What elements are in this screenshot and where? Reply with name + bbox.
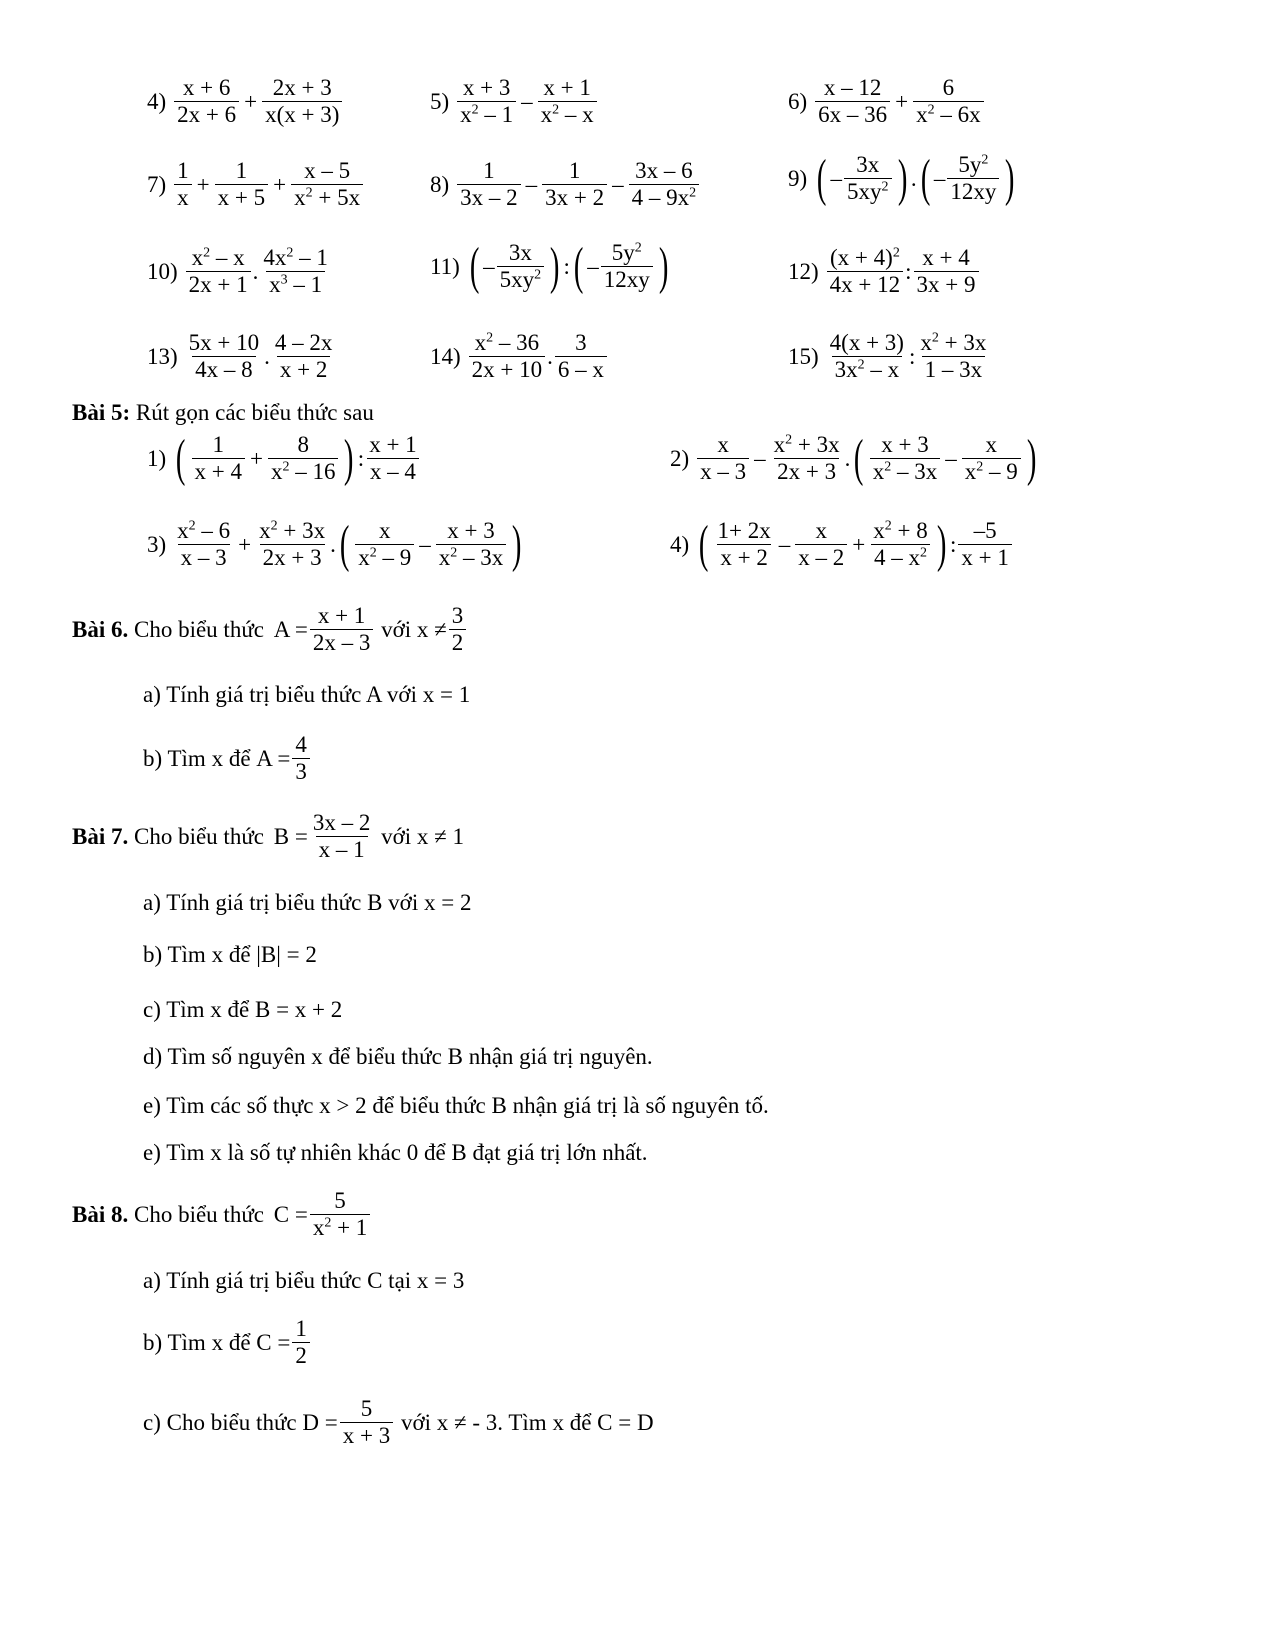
fraction: $\frac{x + 1}{2x - 3}$ bbox=[310, 603, 374, 657]
exercise-8-c: c) Cho biểu thức D = $\frac{5}{x + 3}$ với x ≠ - 3. Tìm x để C = D bbox=[143, 1396, 654, 1449]
fraction: $\frac{1}{2}$ bbox=[292, 1316, 310, 1370]
fraction: $\frac{1}{3x + 2}$ bbox=[542, 158, 607, 212]
fraction: $\frac{4x^2 - 1}{x^3 - 1}$ bbox=[263, 245, 328, 298]
fraction: $\frac{4(x + 3)}{3x^2 - x}$ bbox=[829, 330, 904, 383]
fraction: $\frac{1+ 2x}{x + 2}$ bbox=[717, 518, 771, 571]
exercise-5-2: 2) $\frac{x}{x - 3}$ – $\frac{x^2 + 3x}{2x + 3}$ . ( $\frac{x + 3}{x^2 - 3x}$ – $\frac{x}{x^2 - 9}$ ) bbox=[670, 429, 1037, 487]
fraction: $\frac{x^2 + 3x}{1 - 3x}$ bbox=[920, 330, 987, 383]
fraction: $\frac{x^2 - 36}{2x + 10}$ bbox=[469, 330, 545, 384]
fraction: $\frac{x + 3}{x^2 - 3x}$ bbox=[436, 518, 507, 572]
fraction: $\frac{6}{x^2 - 6x}$ bbox=[913, 75, 984, 129]
fraction: $\frac{1}{3x - 2}$ bbox=[457, 158, 521, 212]
fraction: $\frac{x}{x - 3}$ bbox=[697, 432, 749, 486]
fraction: $\frac{x + 1}{x^2 - x}$ bbox=[538, 75, 597, 129]
exercise-6-b: b) Tìm x để A = $\frac{4}{3}$ bbox=[143, 732, 312, 786]
exercise-4-10: 10) $\frac{x^2 - x}{2x + 1}$ . $\frac{4x^2 - 1}{x^3 - 1}$ bbox=[147, 245, 333, 299]
fraction: $\frac{x - 5}{x^2 + 5x}$ bbox=[291, 158, 363, 212]
exercise-4-8: 8) $\frac{1}{3x - 2}$ – $\frac{1}{3x + 2}$ – $\frac{3x - 6}{4 - 9x^2}$ bbox=[430, 158, 701, 212]
exercise-4-14: 14) $\frac{x^2 - 36}{2x + 10}$ . $\frac{3}{6 - x}$ bbox=[430, 330, 609, 384]
exercise-6-a: a) Tính giá trị biểu thức A với x = 1 bbox=[143, 682, 471, 707]
fraction: $\frac{5x + 10}{4x - 8}$ bbox=[188, 330, 260, 383]
fraction: $\frac{4 - 2x}{x + 2}$ bbox=[274, 330, 333, 383]
fraction: $\frac{3x}{5xy^2}$ bbox=[497, 240, 545, 294]
fraction: $\frac{x^2 - x}{2x + 1}$ bbox=[186, 245, 251, 299]
fraction: $\frac{1}{x + 4}$ bbox=[192, 432, 245, 486]
fraction: $\frac{3x - 2}{x - 1}$ bbox=[312, 810, 371, 863]
exercise-4-4: 4) $\frac{x + 6}{2x + 6}$ + $\frac{2x + 3}{x(x + 3)}$ bbox=[147, 75, 344, 129]
exercise-4-12: 12) $\frac{(x + 4)^2}{4x + 12}$ : $\frac{x + 4}{3x + 9}$ bbox=[788, 245, 981, 299]
exercise-7-d: d) Tìm số nguyên x để biểu thức B nhận giá trị nguyên. bbox=[143, 1044, 653, 1069]
exercise-5-3: 3) $\frac{x^2 - 6}{x - 3}$ + $\frac{x^2 + 3x}{2x + 3}$ . ( $\frac{x}{x^2 - 9}$ – $\frac{x + 3}{x^2 - 3x}$ ) bbox=[147, 515, 522, 573]
fraction: $\frac{5y^2}{12xy}$ bbox=[947, 152, 999, 206]
exercise-4-6: 6) $\frac{x - 12}{6x - 36}$ + $\frac{6}{x^2 - 6x}$ bbox=[788, 75, 986, 129]
fraction: $\frac{3x - 6}{4 - 9x^2}$ bbox=[629, 158, 700, 212]
fraction: $\frac{8}{x^2 - 16}$ bbox=[268, 432, 339, 486]
fraction: $\frac{x + 1}{x - 4}$ bbox=[366, 432, 419, 486]
exercise-5-4: 4) ( $\frac{1+ 2x}{x + 2}$ – $\frac{x}{x - 2}$ + $\frac{x^2 + 8}{4 - x^2}$ ) : $\frac{-5}{x + 1}$ bbox=[670, 518, 1014, 572]
exercise-6-heading: Bài 6. Cho biểu thức A = $\frac{x + 1}{2x - 3}$ với x ≠ $\frac{3}{2}$ bbox=[72, 603, 468, 657]
exercise-8-b: b) Tìm x để C = $\frac{1}{2}$ bbox=[143, 1316, 312, 1370]
fraction: $\frac{3}{6 - x}$ bbox=[555, 330, 607, 384]
exercise-7-e2: e) Tìm x là số tự nhiên khác 0 để B đạt giá trị lớn nhất. bbox=[143, 1140, 648, 1165]
fraction: $\frac{x}{x^2 - 9}$ bbox=[962, 432, 1021, 486]
fraction: $\frac{x + 4}{3x + 9}$ bbox=[914, 245, 979, 299]
exercise-7-b: b) Tìm x để |B| = 2 bbox=[143, 942, 317, 967]
fraction: $\frac{1}{x}$ bbox=[174, 158, 192, 212]
exercise-4-9: 9) ( – $\frac{3x}{5xy^2}$ ) . ( – $\frac{5y^2}{12xy}$ ) bbox=[788, 149, 1015, 207]
exercise-5-heading: Bài 5: Rút gọn các biểu thức sau bbox=[72, 400, 374, 425]
fraction: $\frac{x}{x - 2}$ bbox=[795, 518, 847, 572]
exercise-7-c: c) Tìm x để B = x + 2 bbox=[143, 997, 343, 1022]
fraction: $\frac{x}{x^2 - 9}$ bbox=[355, 518, 414, 572]
fraction: $\frac{x^2 - 6}{x - 3}$ bbox=[177, 518, 231, 571]
fraction: $\frac{1}{x + 5}$ bbox=[215, 158, 268, 212]
exercise-8-heading: Bài 8. Cho biểu thức C = $\frac{5}{x^2 + 1}$ bbox=[72, 1188, 372, 1242]
exercise-4-5: 5) $\frac{x + 3}{x^2 - 1}$ – $\frac{x + 1}{x^2 - x}$ bbox=[430, 75, 599, 129]
exercise-7-a: a) Tính giá trị biểu thức B với x = 2 bbox=[143, 890, 472, 915]
fraction: $\frac{x + 6}{2x + 6}$ bbox=[174, 75, 239, 129]
fraction: $\frac{x^2 + 8}{4 - x^2}$ bbox=[870, 518, 930, 572]
exercise-8-a: a) Tính giá trị biểu thức C tại x = 3 bbox=[143, 1268, 465, 1293]
exercise-4-7: 7) $\frac{1}{x}$ + $\frac{1}{x + 5}$ + $\frac{x - 5}{x^2 + 5x}$ bbox=[147, 158, 365, 212]
exercise-7-e: e) Tìm các số thực x > 2 để biểu thức B nhận giá trị là số nguyên tố. bbox=[143, 1093, 769, 1118]
fraction: $\frac{5y^2}{12xy}$ bbox=[601, 240, 653, 294]
exercise-5-1: 1) ( $\frac{1}{x + 4}$ + $\frac{8}{x^2 - 16}$ ) : $\frac{x + 1}{x - 4}$ bbox=[147, 432, 422, 486]
fraction: $\frac{3}{2}$ bbox=[449, 603, 467, 657]
fraction: $\frac{x + 3}{x^2 - 3x}$ bbox=[870, 432, 941, 486]
fraction: $\frac{x + 3}{x^2 - 1}$ bbox=[457, 75, 516, 129]
fraction: $\frac{x^2 + 3x}{2x + 3}$ bbox=[259, 518, 326, 571]
fraction: $\frac{3x}{5xy^2}$ bbox=[844, 152, 892, 206]
fraction: $\frac{2x + 3}{x(x + 3)}$ bbox=[262, 75, 342, 129]
fraction: $\frac{-5}{x + 1}$ bbox=[958, 518, 1011, 572]
fraction: $\frac{4}{3}$ bbox=[292, 732, 310, 786]
fraction: $\frac{x^2 + 3x}{2x + 3}$ bbox=[773, 432, 840, 485]
fraction: $\frac{5}{x + 3}$ bbox=[340, 1396, 393, 1450]
exercise-7-heading: Bài 7. Cho biểu thức B = $\frac{3x - 2}{x - 1}$ với x ≠ 1 bbox=[72, 810, 464, 863]
exercise-4-15: 15) $\frac{4(x + 3)}{3x^2 - x}$ : $\frac{x^2 + 3x}{1 - 3x}$ bbox=[788, 330, 991, 384]
exercise-4-11: 11) ( – $\frac{3x}{5xy^2}$ ) : ( – $\frac{5y^2}{12xy}$ ) bbox=[430, 237, 669, 295]
exercise-4-13: 13) $\frac{5x + 10}{4x - 8}$ . $\frac{4 - 2x}{x + 2}$ bbox=[147, 330, 337, 384]
fraction: $\frac{5}{x^2 + 1}$ bbox=[310, 1188, 370, 1242]
fraction: $\frac{(x + 4)^2}{4x + 12}$ bbox=[827, 245, 903, 299]
fraction: $\frac{x - 12}{6x - 36}$ bbox=[815, 75, 890, 129]
